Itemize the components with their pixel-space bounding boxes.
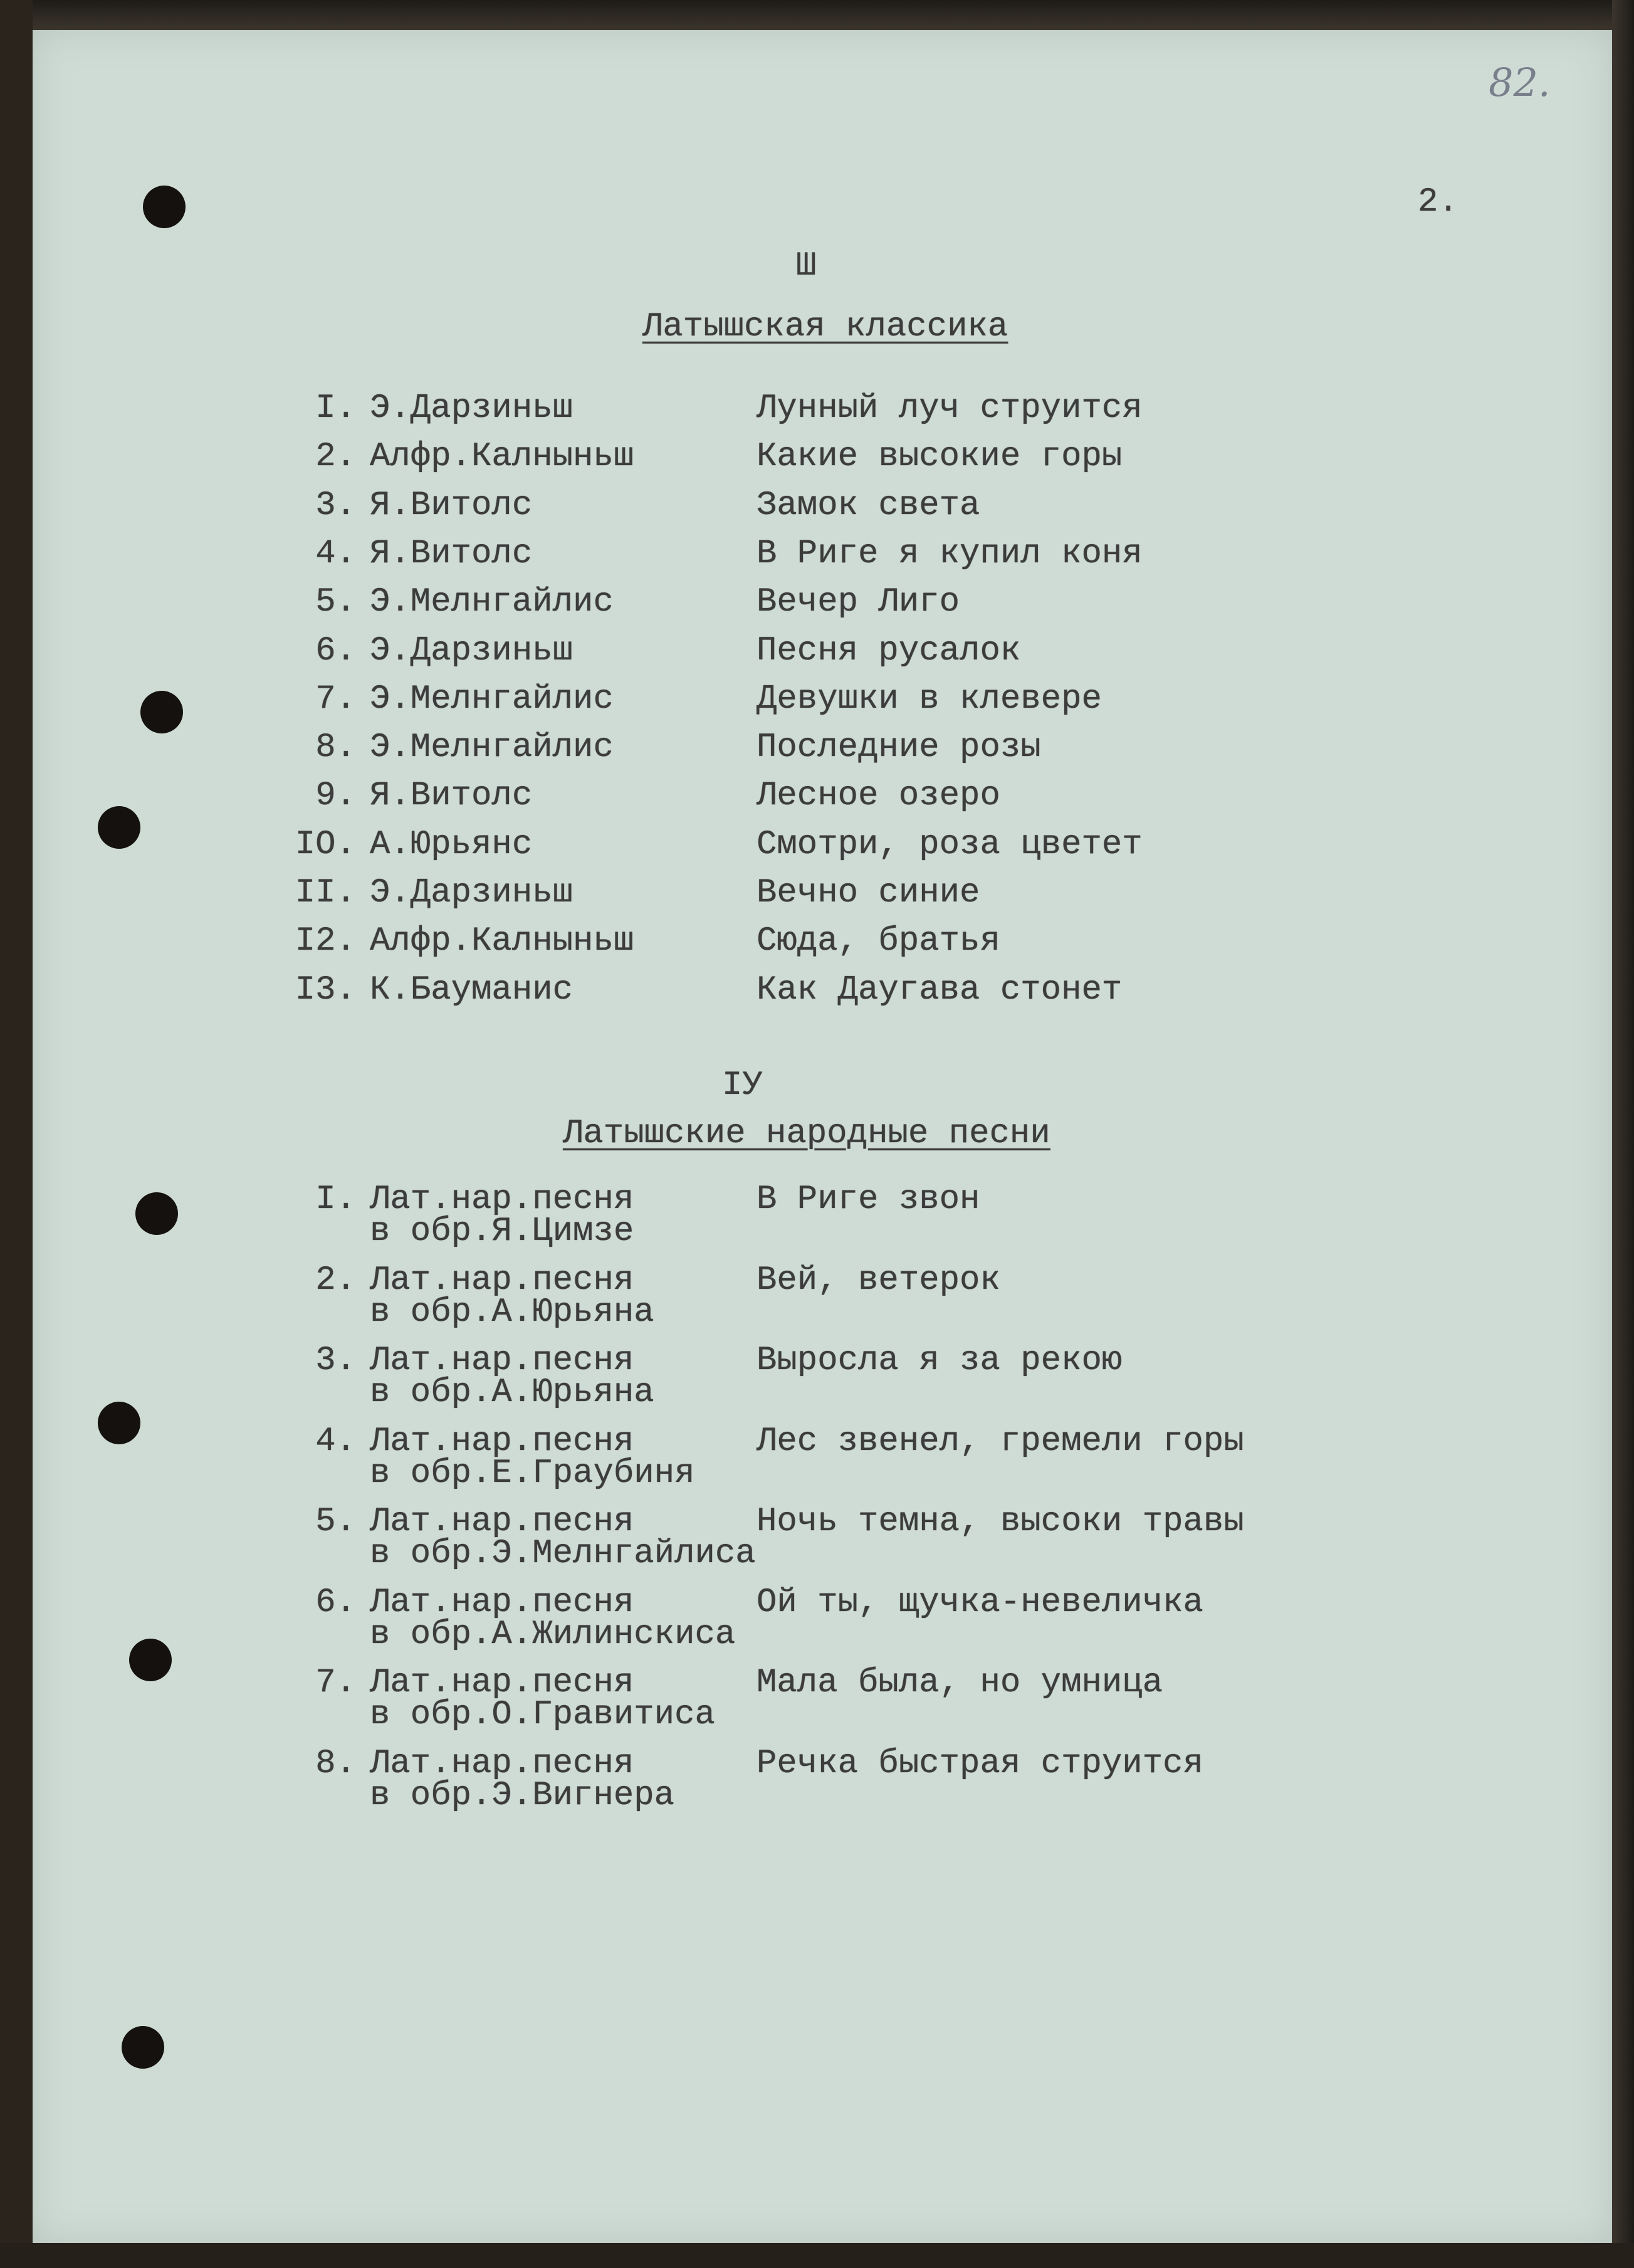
list-item-title: Вечно синие (757, 874, 980, 912)
punch-hole (135, 1192, 178, 1235)
list-item-title: В Риге звон (757, 1180, 980, 1219)
list-item-title: Песня русалок (757, 631, 1021, 670)
list-item-title: В Риге я купил коня (757, 534, 1143, 573)
list-item-number: 4. (315, 1422, 356, 1461)
list-item-title: Лес звенел, гремели горы (757, 1422, 1244, 1461)
section4-title: Латышские народные песни (563, 1115, 1050, 1153)
list-item-arranger-line2: в обр.Я.Цимзе (370, 1212, 634, 1251)
list-item-composer: Я.Витолс (370, 486, 533, 525)
list-item-number: IO. (295, 825, 356, 864)
list-item-number: II. (295, 874, 356, 912)
list-item-title: Мала была, но умница (757, 1664, 1163, 1702)
list-item-title: Лесное озеро (757, 777, 1000, 816)
list-item-number: 9. (315, 777, 356, 816)
section3-numeral: Ш (796, 247, 817, 285)
list-item-title: Ночь темна, высоки травы (757, 1503, 1244, 1541)
list-item-number: 8. (315, 728, 356, 767)
scan-border-bottom (0, 2243, 1634, 2268)
punch-hole (143, 186, 186, 228)
list-item-arranger-line1: Лат.нар.песня (370, 1341, 634, 1380)
list-item-composer: Алфр.Калныньш (370, 438, 634, 476)
list-item-number: 5. (315, 583, 356, 622)
list-item-title: Вей, ветерок (757, 1261, 1000, 1299)
list-item-number: 3. (315, 1341, 356, 1380)
list-item-number: I3. (295, 970, 356, 1009)
list-item-number: 6. (315, 631, 356, 670)
list-item-number: 2. (315, 438, 356, 476)
list-item-composer: Э.Дарзиньш (370, 874, 573, 912)
list-item-number: 7. (315, 680, 356, 718)
list-item-title: Речка быстрая струится (757, 1744, 1203, 1783)
punch-hole (98, 806, 140, 849)
section3-title: Латышская классика (642, 308, 1008, 346)
list-item-composer: Я.Витолс (370, 534, 533, 573)
list-item-composer: Э.Дарзиньш (370, 389, 573, 428)
list-item-arranger-line1: Лат.нар.песня (370, 1664, 634, 1702)
list-item-number: 4. (315, 534, 356, 573)
list-item-number: I2. (295, 922, 356, 961)
list-item-composer: Я.Витолс (370, 777, 533, 816)
list-item-title: Смотри, роза цветет (757, 825, 1143, 864)
page-number: 2. (1418, 183, 1459, 221)
list-item-title: Девушки в клевере (757, 680, 1102, 718)
list-item-title: Как Даугава стонет (757, 970, 1123, 1009)
scan-border-left (0, 0, 33, 2268)
scan-border-right (1612, 0, 1634, 2268)
list-item-title: Лунный луч струится (757, 389, 1143, 428)
list-item-arranger-line2: в обр.А.Юрьяна (370, 1293, 654, 1331)
list-item-title: Выросла я за рекою (757, 1341, 1123, 1380)
list-item-arranger-line2: в обр.А.Юрьяна (370, 1373, 654, 1412)
list-item-arranger-line1: Лат.нар.песня (370, 1261, 634, 1299)
list-item-arranger-line2: в обр.О.Гравитиса (370, 1696, 715, 1734)
list-item-composer: Э.Мелнгайлис (370, 728, 614, 767)
list-item-composer: К.Бауманис (370, 970, 573, 1009)
list-item-title: Ой ты, щучка-невеличка (757, 1583, 1203, 1622)
list-item-title: Замок света (757, 486, 980, 525)
scan-border-top (0, 0, 1634, 30)
punch-hole (140, 691, 183, 733)
list-item-title: Вечер Лиго (757, 583, 960, 622)
archive-folio-number: 82. (1489, 60, 1551, 105)
punch-hole (122, 2026, 164, 2069)
list-item-title: Какие высокие горы (757, 438, 1123, 476)
punch-hole (129, 1639, 172, 1681)
list-item-arranger-line1: Лат.нар.песня (370, 1180, 634, 1219)
list-item-title: Последние розы (757, 728, 1041, 767)
list-item-arranger-line2: в обр.Э.Вигнера (370, 1776, 675, 1815)
list-item-arranger-line1: Лат.нар.песня (370, 1503, 634, 1541)
punch-hole (98, 1402, 140, 1444)
list-item-arranger-line2: в обр.Е.Граубиня (370, 1454, 695, 1493)
list-item-arranger-line2: в обр.А.Жилинскиса (370, 1615, 736, 1654)
list-item-arranger-line1: Лат.нар.песня (370, 1744, 634, 1783)
list-item-arranger-line1: Лат.нар.песня (370, 1583, 634, 1622)
list-item-composer: Алфр.Калныньш (370, 922, 634, 961)
list-item-arranger-line1: Лат.нар.песня (370, 1422, 634, 1461)
list-item-composer: А.Юрьянс (370, 825, 533, 864)
list-item-number: I. (315, 389, 356, 428)
list-item-arranger-line2: в обр.Э.Мелнгайлиса (370, 1535, 756, 1573)
list-item-composer: Э.Мелнгайлис (370, 583, 614, 622)
list-item-composer: Э.Дарзиньш (370, 631, 573, 670)
list-item-number: I. (315, 1180, 356, 1219)
list-item-number: 5. (315, 1503, 356, 1541)
list-item-number: 6. (315, 1583, 356, 1622)
list-item-number: 3. (315, 486, 356, 525)
section4-numeral: IУ (722, 1066, 763, 1105)
list-item-number: 2. (315, 1261, 356, 1299)
list-item-composer: Э.Мелнгайлис (370, 680, 614, 718)
list-item-number: 8. (315, 1744, 356, 1783)
list-item-number: 7. (315, 1664, 356, 1702)
list-item-title: Сюда, братья (757, 922, 1000, 961)
